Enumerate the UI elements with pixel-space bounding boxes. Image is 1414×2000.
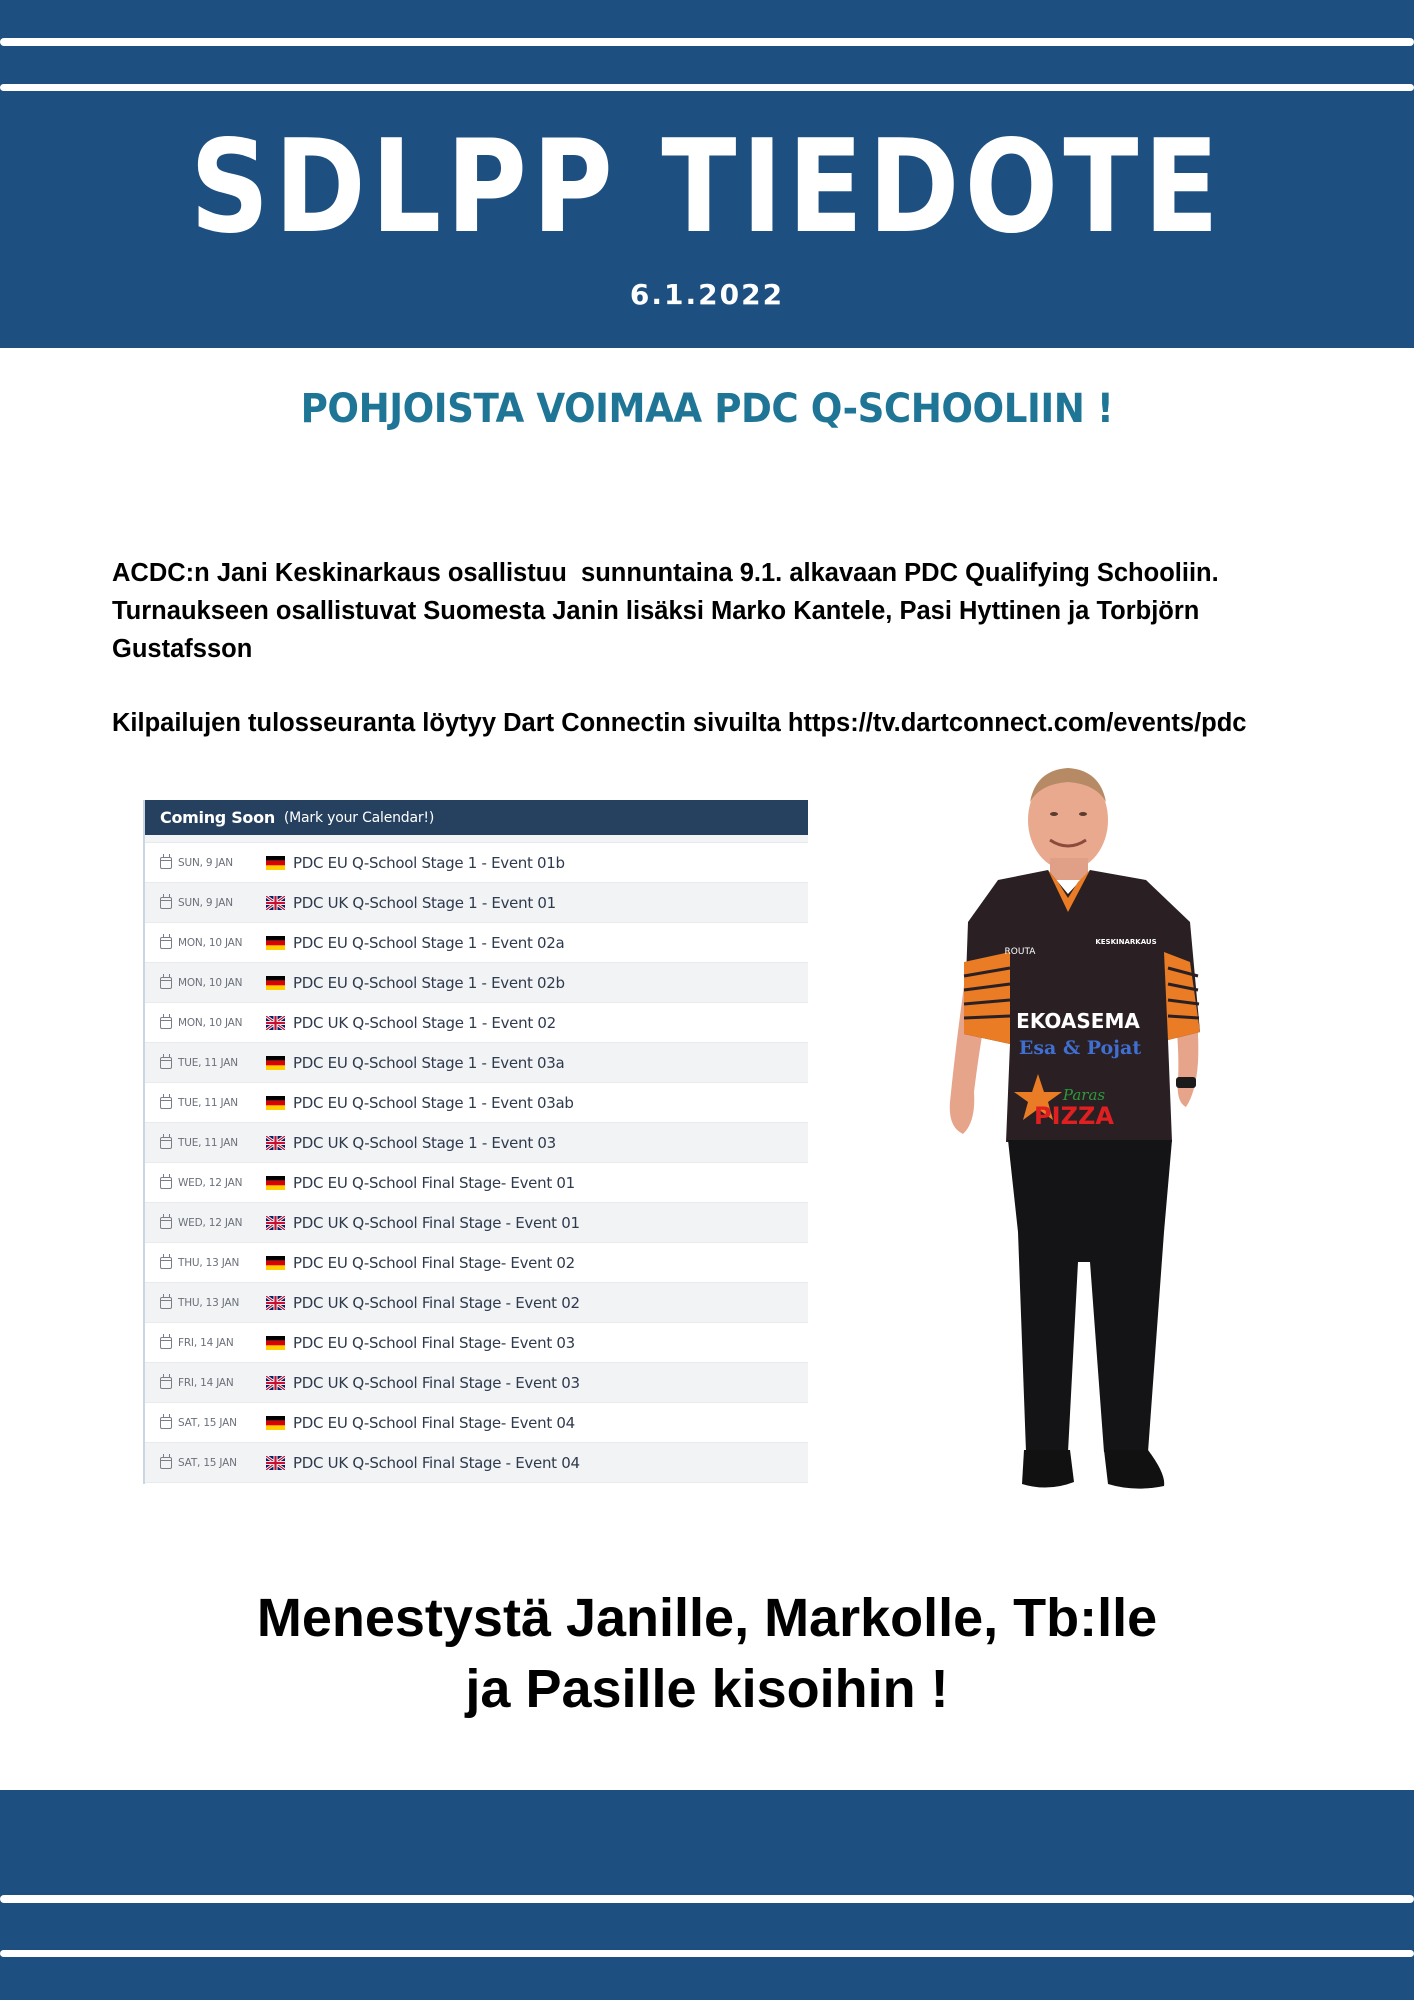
schedule-header [145,800,808,835]
event-name[interactable]: PDC UK Q-School Final Stage - Event 04 [293,1453,580,1472]
calendar-icon [160,1217,172,1229]
calendar-icon [160,977,172,989]
event-row[interactable] [145,883,808,923]
event-date: SAT, 15 JAN [178,1456,237,1469]
footer-divider-line [0,1950,1414,1957]
shirt-sponsor-pizza: PIZZA [1034,1102,1114,1130]
calendar-icon [160,1417,172,1429]
shirt-sponsor-paras: Paras [1062,1086,1106,1104]
event-list [145,843,808,1483]
event-row[interactable] [145,1443,808,1483]
calendar-icon [160,1377,172,1389]
event-name[interactable]: PDC UK Q-School Final Stage - Event 01 [293,1213,580,1232]
shirt-sponsor-esa: Esa & Pojat [1018,1037,1142,1059]
event-name[interactable]: PDC EU Q-School Final Stage- Event 01 [293,1173,575,1192]
event-date: MON, 10 JAN [178,976,243,989]
calendar-icon [160,857,172,869]
event-name[interactable]: PDC EU Q-School Stage 1 - Event 02a [293,933,565,952]
germany-flag-icon [266,1176,285,1190]
closing-message [0,1583,1414,1725]
event-row[interactable] [145,923,808,963]
event-date: TUE, 11 JAN [178,1096,238,1109]
calendar-icon [160,897,172,909]
uk-flag-icon [266,1136,285,1150]
uk-flag-icon [266,1216,285,1230]
event-name[interactable]: PDC EU Q-School Stage 1 - Event 03ab [293,1093,574,1112]
germany-flag-icon [266,1336,285,1350]
player-photo [928,762,1228,1524]
event-row[interactable] [145,1403,808,1443]
headline: POHJOISTA VOIMAA PDC Q-SCHOOLIIN ! [300,386,1114,432]
event-name[interactable]: PDC EU Q-School Stage 1 - Event 03a [293,1053,565,1072]
event-date: TUE, 11 JAN [178,1136,238,1149]
event-date: SUN, 9 JAN [178,856,233,869]
calendar-icon [160,1137,172,1149]
event-date: SAT, 15 JAN [178,1416,237,1429]
shirt-sponsor-routa: ROUTA [1004,947,1036,957]
event-date: WED, 12 JAN [178,1216,243,1229]
player-left-shoe [1022,1450,1074,1488]
closing-line: ja Pasille kisoihin ! [465,1659,949,1719]
germany-flag-icon [266,1416,285,1430]
event-row[interactable] [145,1243,808,1283]
event-date: FRI, 14 JAN [178,1336,234,1349]
event-row[interactable] [145,1203,808,1243]
calendar-icon [160,1297,172,1309]
header-divider-line [0,38,1414,46]
germany-flag-icon [266,1056,285,1070]
event-name[interactable]: PDC EU Q-School Stage 1 - Event 01b [293,853,565,872]
footer-divider-line [0,1895,1414,1903]
event-row[interactable] [145,1043,808,1083]
player-trousers [1008,1140,1172,1452]
schedule-spacer [145,835,808,843]
page-title: SDLPP TIEDOTE [189,113,1225,262]
event-row[interactable] [145,963,808,1003]
uk-flag-icon [266,1296,285,1310]
event-name[interactable]: PDC EU Q-School Stage 1 - Event 02b [293,973,565,992]
event-date: THU, 13 JAN [178,1296,240,1309]
schedule-panel [143,800,808,1484]
event-date: FRI, 14 JAN [178,1376,234,1389]
schedule-subtitle: (Mark your Calendar!) [283,809,435,826]
shirt-sponsor-ekoasema: EKOASEMA [1016,1009,1140,1033]
calendar-icon [160,1097,172,1109]
event-row[interactable] [145,1123,808,1163]
event-row[interactable] [145,843,808,883]
event-date: MON, 10 JAN [178,1016,243,1029]
header-divider-line [0,84,1414,91]
watch [1176,1077,1196,1088]
event-date: THU, 13 JAN [178,1256,240,1269]
event-row[interactable] [145,1003,808,1043]
results-link-text: Kilpailujen tulosseuranta löytyy Dart Connectin sivuilta https://tv.dartconnect.com/events/pdc [112,709,1247,737]
calendar-icon [160,937,172,949]
closing-line: Menestystä Janille, Markolle, Tb:lle [256,1588,1158,1648]
event-name[interactable]: PDC UK Q-School Stage 1 - Event 02 [293,1013,556,1032]
event-name[interactable]: PDC UK Q-School Stage 1 - Event 03 [293,1133,556,1152]
calendar-icon [160,1177,172,1189]
germany-flag-icon [266,936,285,950]
event-row[interactable] [145,1163,808,1203]
calendar-icon [160,1457,172,1469]
schedule-title: Coming Soon [160,808,275,827]
player-right-shoe [1104,1450,1164,1489]
event-name[interactable]: PDC EU Q-School Final Stage- Event 04 [293,1413,575,1432]
germany-flag-icon [266,856,285,870]
event-name[interactable]: PDC UK Q-School Final Stage - Event 03 [293,1373,580,1392]
calendar-icon [160,1337,172,1349]
body-line: Gustafsson [112,635,253,663]
germany-flag-icon [266,1096,285,1110]
event-name[interactable]: PDC EU Q-School Final Stage- Event 03 [293,1333,575,1352]
uk-flag-icon [266,1376,285,1390]
uk-flag-icon [266,896,285,910]
germany-flag-icon [266,1256,285,1270]
event-date: MON, 10 JAN [178,936,243,949]
event-name[interactable]: PDC UK Q-School Stage 1 - Event 01 [293,893,556,912]
uk-flag-icon [266,1016,285,1030]
body-line: Turnaukseen osallistuvat Suomesta Janin lisäksi Marko Kantele, Pasi Hyttinen ja Torbjörn [112,597,1200,625]
body-line: ACDC:n Jani Keskinarkaus osallistuu sunnuntaina 9.1. alkavaan PDC Qualifying Schooliin. [112,559,1219,587]
event-row[interactable] [145,1283,808,1323]
body-paragraph [112,554,1332,668]
event-date: SUN, 9 JAN [178,896,233,909]
germany-flag-icon [266,976,285,990]
calendar-icon [160,1017,172,1029]
shirt-name: KESKINARKAUS [1095,938,1157,946]
calendar-icon [160,1257,172,1269]
uk-flag-icon [266,1456,285,1470]
publish-date: 6.1.2022 [629,278,785,311]
event-row[interactable] [145,1323,808,1363]
event-name[interactable]: PDC UK Q-School Final Stage - Event 02 [293,1293,580,1312]
event-date: TUE, 11 JAN [178,1056,238,1069]
event-date: WED, 12 JAN [178,1176,243,1189]
event-name[interactable]: PDC EU Q-School Final Stage- Event 02 [293,1253,575,1272]
calendar-icon [160,1057,172,1069]
event-row[interactable] [145,1363,808,1403]
event-row[interactable] [145,1083,808,1123]
